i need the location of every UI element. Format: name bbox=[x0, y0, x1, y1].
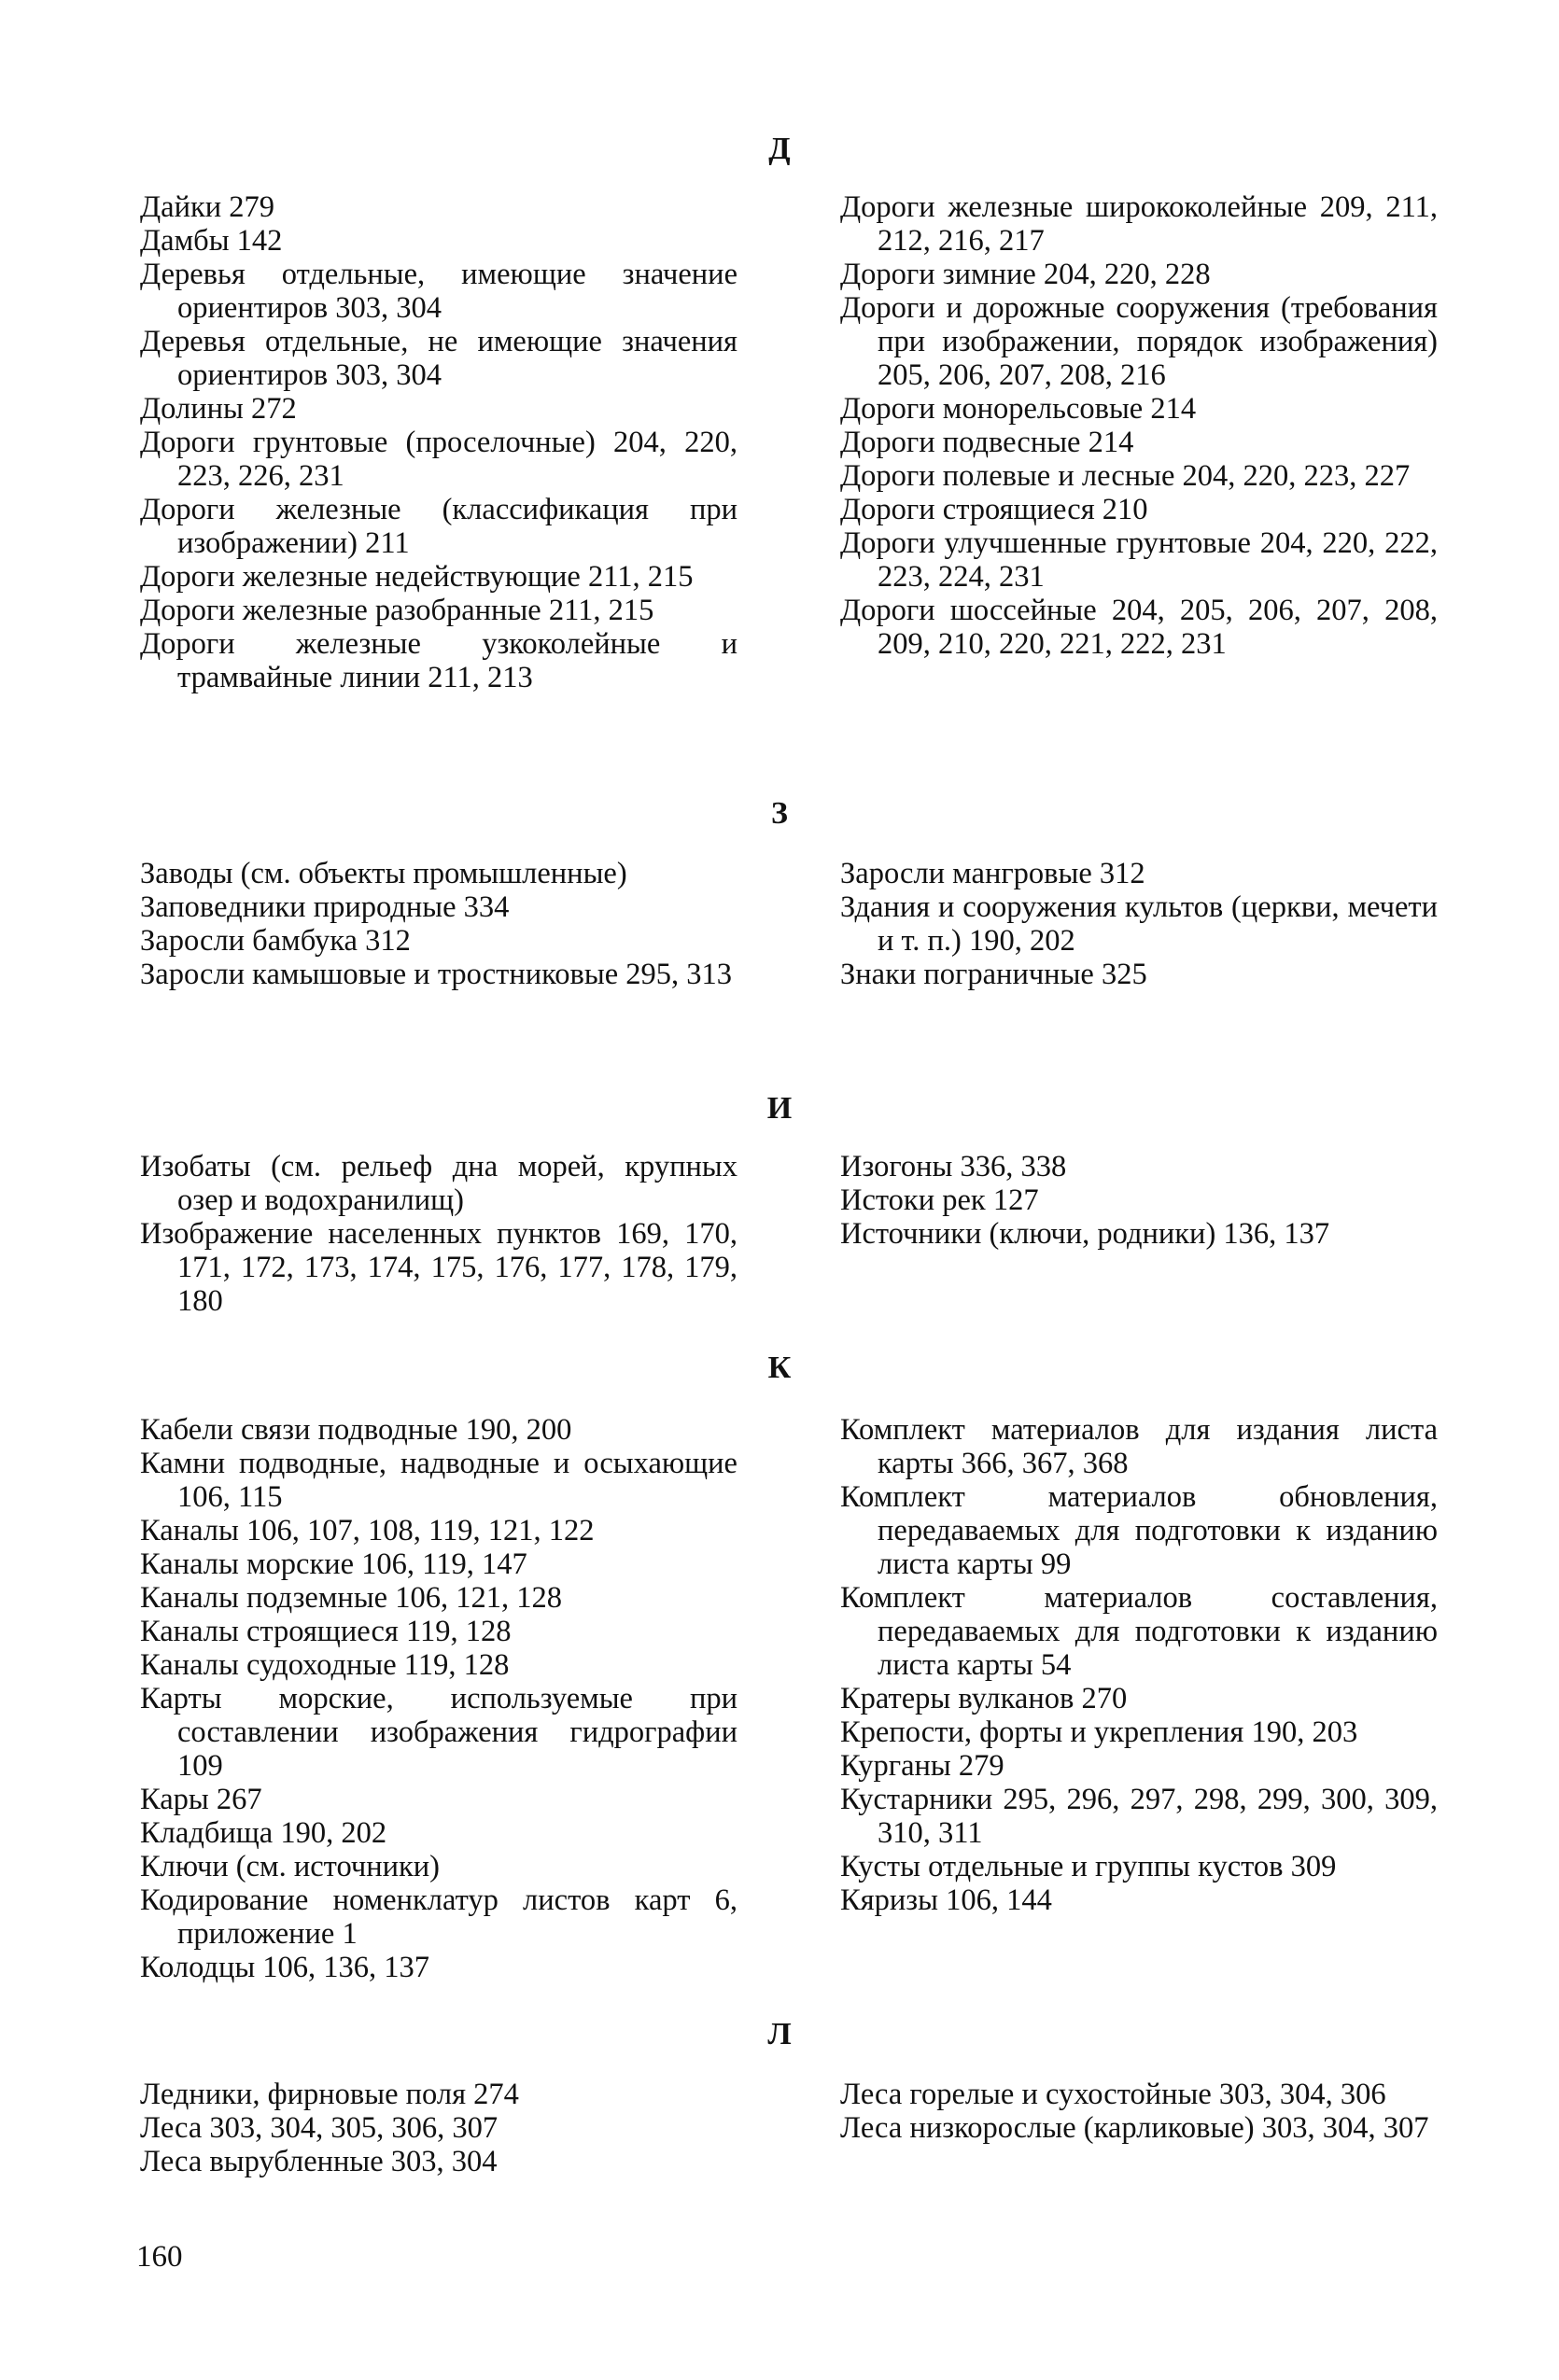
index-entry: Долины 272 bbox=[140, 392, 297, 426]
index-entry: Кустарники 295, 296, 297, 298, 299, 300, 309, 310, 311 bbox=[840, 1783, 1438, 1850]
index-entry: Крепости, форты и укрепления 190, 203 bbox=[840, 1715, 1358, 1749]
index-entry: Заводы (см. объекты промышленные) bbox=[140, 857, 627, 890]
index-entry: Каналы 106, 107, 108, 119, 121, 122 bbox=[140, 1514, 595, 1547]
index-column-right bbox=[840, 190, 1438, 661]
index-entry: Дамбы 142 bbox=[140, 224, 283, 258]
index-entry: Курганы 279 bbox=[840, 1749, 1004, 1783]
index-entry: Кяризы 106, 144 bbox=[840, 1883, 1052, 1917]
index-entry: Дороги строящиеся 210 bbox=[840, 493, 1148, 526]
index-entry: Ледники, фирновые поля 274 bbox=[140, 2078, 519, 2111]
index-column-left bbox=[140, 857, 737, 991]
index-entry: Здания и сооружения культов (церкви, мечети и т. п.) 190, 202 bbox=[840, 890, 1438, 958]
index-entry: Дороги полевые и лесные 204, 220, 223, 227 bbox=[840, 459, 1411, 493]
index-entry: Заросли мангровые 312 bbox=[840, 857, 1145, 890]
index-column-left bbox=[140, 190, 737, 694]
index-entry: Дороги улучшенные грунтовые 204, 220, 222, 223, 224, 231 bbox=[840, 526, 1438, 594]
index-entry: Комплект материалов составления, передаваемых для подготовки к изданию листа карты 54 bbox=[840, 1581, 1438, 1682]
section-letter: К bbox=[767, 1351, 792, 1385]
section-letter: Л bbox=[767, 2017, 792, 2051]
index-entry: Комплект материалов для издания листа карты 366, 367, 368 bbox=[840, 1413, 1438, 1480]
index-entry: Каналы строящиеся 119, 128 bbox=[140, 1615, 512, 1648]
index-entry: Деревья отдельные, не имеющие значения ориентиров 303, 304 bbox=[140, 325, 737, 392]
index-entry: Кладбища 190, 202 bbox=[140, 1816, 387, 1850]
index-entry: Дороги грунтовые (проселочные) 204, 220, 223, 226, 231 bbox=[140, 426, 737, 493]
index-entry: Деревья отдельные, имеющие значение ориентиров 303, 304 bbox=[140, 258, 737, 325]
index-entry: Дороги железные (классификация при изображении) 211 bbox=[140, 493, 737, 560]
index-entry: Каналы подземные 106, 121, 128 bbox=[140, 1581, 562, 1615]
index-entry: Кодирование номенклатур листов карт 6, приложение 1 bbox=[140, 1883, 737, 1951]
index-column-left bbox=[140, 1150, 737, 1318]
section-letter: Д bbox=[768, 132, 791, 166]
index-column-right bbox=[840, 2078, 1438, 2145]
index-entry: Истоки рек 127 bbox=[840, 1183, 1039, 1217]
index-entry: Знаки пограничные 325 bbox=[840, 958, 1147, 991]
index-entry: Ключи (см. источники) bbox=[140, 1850, 441, 1883]
index-entry: Дайки 279 bbox=[140, 190, 275, 224]
index-entry: Изобаты (см. рельеф дна морей, крупных озер и водохранилищ) bbox=[140, 1150, 737, 1217]
index-column-left bbox=[140, 1413, 737, 1984]
index-entry: Дороги монорельсовые 214 bbox=[840, 392, 1197, 426]
section-letter: З bbox=[771, 796, 788, 831]
index-entry: Заповедники природные 334 bbox=[140, 890, 510, 924]
index-column-left bbox=[140, 2078, 737, 2178]
index-entry: Кары 267 bbox=[140, 1783, 262, 1816]
index-entry: Источники (ключи, родники) 136, 137 bbox=[840, 1217, 1330, 1251]
index-entry: Каналы судоходные 119, 128 bbox=[140, 1648, 510, 1682]
index-entry: Заросли камышовые и тростниковые 295, 313 bbox=[140, 958, 733, 991]
index-entry: Изображение населенных пунктов 169, 170, 171, 172, 173, 174, 175, 176, 177, 178, 179, 180 bbox=[140, 1217, 737, 1318]
index-entry: Леса горелые и сухостойные 303, 304, 306 bbox=[840, 2078, 1386, 2111]
index-entry: Колодцы 106, 136, 137 bbox=[140, 1951, 430, 1984]
index-entry: Карты морские, используемые при составлении изображения гидрографии 109 bbox=[140, 1682, 737, 1783]
index-column-right bbox=[840, 857, 1438, 991]
index-entry: Кабели связи подводные 190, 200 bbox=[140, 1413, 572, 1447]
index-column-right bbox=[840, 1413, 1438, 1917]
index-entry: Леса вырубленные 303, 304 bbox=[140, 2145, 498, 2178]
page-number: 160 bbox=[136, 2240, 183, 2274]
index-column-right bbox=[840, 1150, 1438, 1251]
index-entry: Леса 303, 304, 305, 306, 307 bbox=[140, 2111, 499, 2145]
index-entry: Дороги железные недействующие 211, 215 bbox=[140, 560, 694, 594]
index-entry: Кратеры вулканов 270 bbox=[840, 1682, 1128, 1715]
index-entry: Дороги зимние 204, 220, 228 bbox=[840, 258, 1211, 291]
index-entry: Камни подводные, надводные и осыхающие 106, 115 bbox=[140, 1447, 737, 1514]
index-entry: Комплект материалов обновления, передаваемых для подготовки к изданию листа карты 99 bbox=[840, 1480, 1438, 1581]
index-entry: Дороги железные узкоколейные и трамвайные линии 211, 213 bbox=[140, 627, 737, 694]
index-entry: Леса низкорослые (карликовые) 303, 304, 307 bbox=[840, 2111, 1429, 2145]
index-entry: Заросли бамбука 312 bbox=[140, 924, 411, 958]
index-entry: Дороги железные ширококолейные 209, 211, 212, 216, 217 bbox=[840, 190, 1438, 258]
index-entry: Дороги железные разобранные 211, 215 bbox=[140, 594, 654, 627]
index-entry: Дороги шоссейные 204, 205, 206, 207, 208, 209, 210, 220, 221, 222, 231 bbox=[840, 594, 1438, 661]
index-entry: Изогоны 336, 338 bbox=[840, 1150, 1067, 1183]
section-letter: И bbox=[766, 1091, 793, 1126]
index-entry: Каналы морские 106, 119, 147 bbox=[140, 1547, 527, 1581]
index-entry: Кусты отдельные и группы кустов 309 bbox=[840, 1850, 1337, 1883]
index-entry: Дороги и дорожные сооружения (требования при изображении, порядок изображения) 205, 206, 207, 208, 216 bbox=[840, 291, 1438, 392]
index-entry: Дороги подвесные 214 bbox=[840, 426, 1134, 459]
